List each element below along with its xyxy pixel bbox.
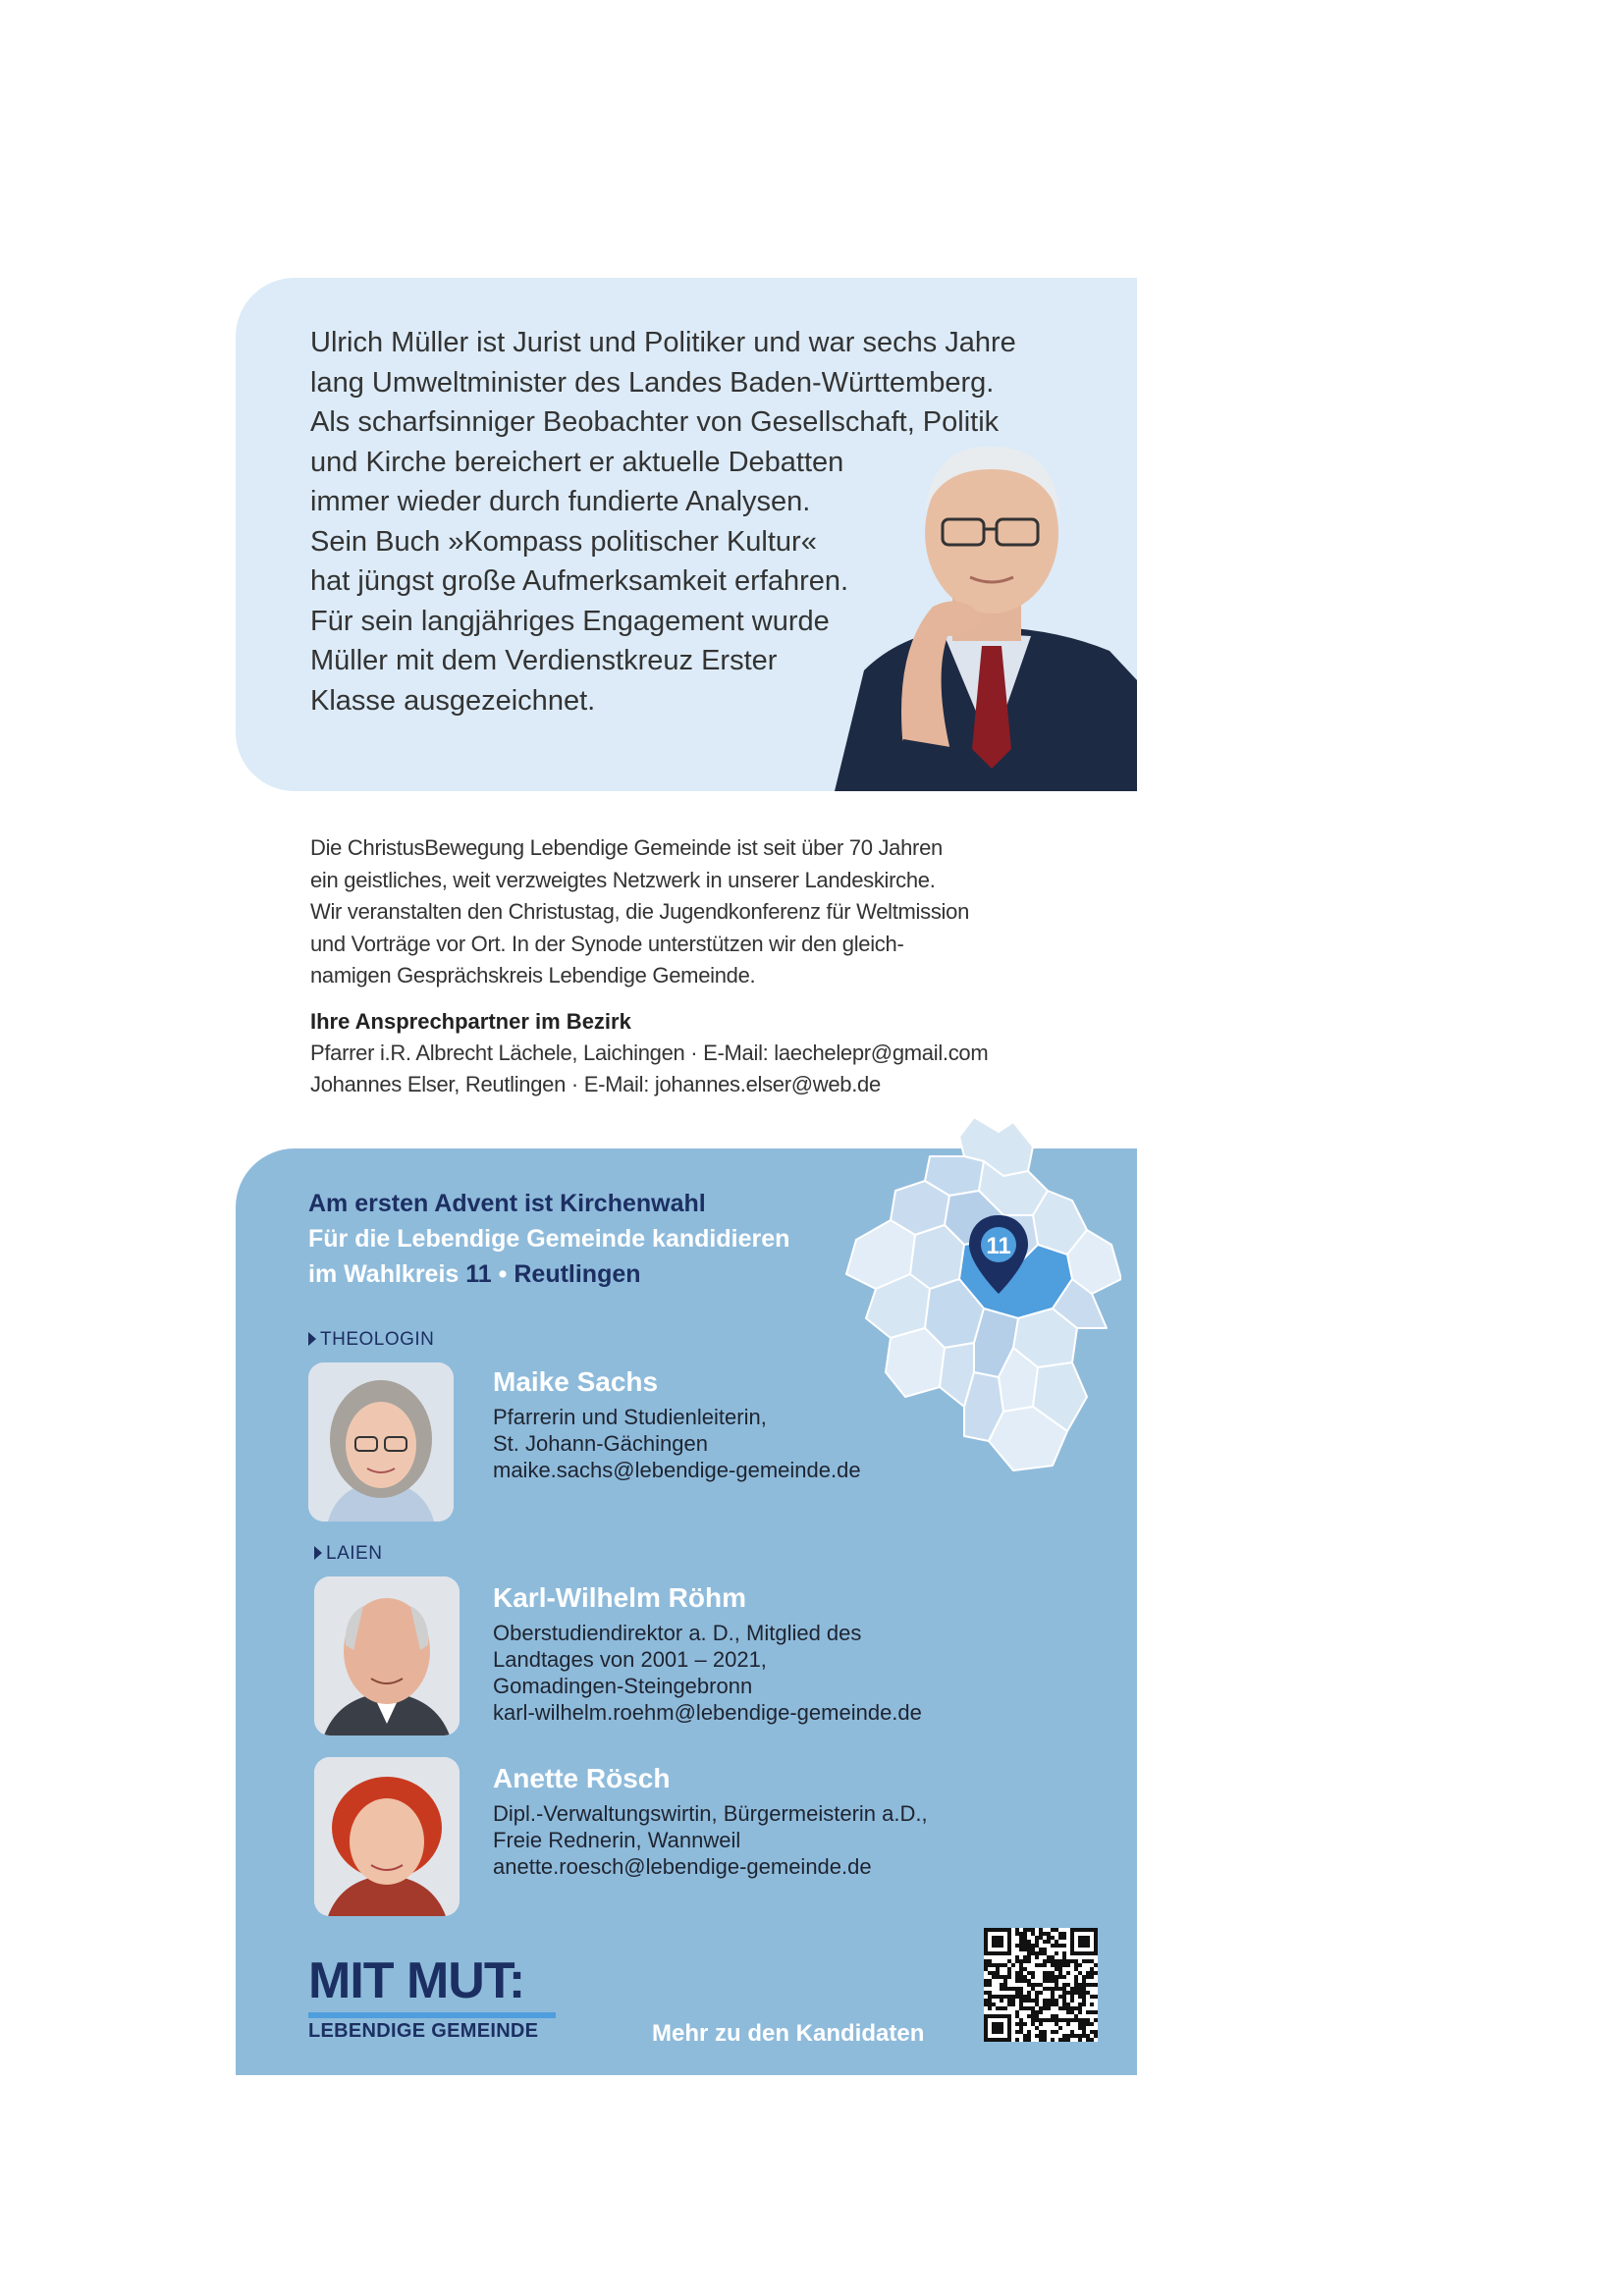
district-name: Reutlingen bbox=[514, 1260, 641, 1288]
bio-line: und Kirche bereichert er aktuelle Debatten bbox=[310, 446, 844, 478]
bio-line: Müller mit dem Verdienstkreuz Erster bbox=[310, 645, 778, 676]
bio-line: Klasse ausgezeichnet. bbox=[310, 684, 596, 717]
intro-text bbox=[310, 832, 1096, 992]
qr-code-icon[interactable] bbox=[984, 1928, 1098, 2042]
intro-line: Die ChristusBewegung Lebendige Gemeinde ist seit über 70 Jahren bbox=[310, 835, 943, 860]
intro-line: und Vorträge vor Ort. In der Synode unterstützen wir den gleich- bbox=[310, 931, 904, 956]
district-number: 11 bbox=[465, 1260, 492, 1288]
bio-line: immer wieder durch fundierte Analysen. bbox=[310, 486, 811, 517]
candidate-details: Pfarrerin und Studienleiterin, St. Johann-Gächingen maike.sachs@lebendige-gemeinde.de bbox=[493, 1405, 861, 1482]
bio-panel bbox=[236, 278, 1137, 791]
bio-line: Als scharfsinniger Beobachter von Gesellschaft, Politik bbox=[310, 406, 1000, 438]
bio-line: Sein Buch »Kompass politischer Kultur« bbox=[310, 525, 817, 558]
election-panel bbox=[236, 1148, 1137, 2075]
map-marker-label: 11 bbox=[986, 1233, 1011, 1259]
avatar-karl-wilhelm-roehm bbox=[314, 1576, 460, 1735]
candidate-name: Karl-Wilhelm Röhm bbox=[493, 1582, 746, 1613]
candidate-name: Anette Rösch bbox=[493, 1763, 671, 1793]
district-map-icon bbox=[837, 1117, 1121, 1480]
candidate-name: Maike Sachs bbox=[493, 1366, 659, 1397]
triangle-right-icon bbox=[314, 1546, 322, 1560]
avatar-maike-sachs bbox=[308, 1362, 454, 1522]
election-headline: Am ersten Advent ist Kirchenwahl bbox=[308, 1190, 706, 1217]
candidate-details: Dipl.-Verwaltungswirtin, Bürgermeisterin a.D., Freie Rednerin, Wannweil anette.roesch@lebendige-gemeinde.de bbox=[493, 1801, 928, 1879]
contact-line-elser: Johannes Elser, Reutlingen · E-Mail: johannes.elser@web.de bbox=[310, 1072, 881, 1096]
election-district bbox=[308, 1260, 641, 1289]
district-separator: • bbox=[498, 1260, 508, 1288]
logo-subtitle: LEBENDIGE GEMEINDE bbox=[308, 2020, 539, 2042]
bio-line: Ulrich Müller ist Jurist und Politiker und war sechs Jahre bbox=[310, 327, 1016, 358]
bio-line: Für sein langjähriges Engagement wurde bbox=[310, 605, 830, 637]
portrait-ulrich-mueller bbox=[825, 425, 1137, 791]
triangle-right-icon bbox=[308, 1332, 316, 1346]
bio-line: hat jüngst große Aufmerksamkeit erfahren. bbox=[310, 565, 849, 597]
bio-line: lang Umweltminister des Landes Baden-Württemberg. bbox=[310, 366, 995, 399]
contacts-heading: Ihre Ansprechpartner im Bezirk bbox=[310, 1009, 631, 1034]
intro-line: ein geistliches, weit verzweigtes Netzwerk in unserer Landeskirche. bbox=[310, 867, 936, 892]
more-candidates-link[interactable]: Mehr zu den Kandidaten bbox=[652, 2020, 925, 2047]
logo-underline bbox=[308, 2012, 556, 2018]
candidate-details: Oberstudiendirektor a. D., Mitglied des Landtages von 2001 – 2021, Gomadingen-Steingebronn karl-wilhelm.roehm@lebendige-gemeinde.de bbox=[493, 1621, 922, 1725]
district-prefix: im Wahlkreis bbox=[308, 1260, 460, 1288]
avatar-anette-roesch bbox=[314, 1757, 460, 1916]
election-subheadline: Für die Lebendige Gemeinde kandidieren bbox=[308, 1225, 790, 1253]
section-label-theologin: THEOLOGIN bbox=[308, 1329, 434, 1351]
logo-mit-mut: MIT MUT: bbox=[308, 1952, 525, 2009]
section-label-laien: LAIEN bbox=[314, 1543, 382, 1565]
intro-line: Wir veranstalten den Christustag, die Jugendkonferenz für Weltmission bbox=[310, 899, 970, 924]
intro-line: namigen Gesprächskreis Lebendige Gemeinde. bbox=[310, 963, 756, 988]
contact-line-laechele: Pfarrer i.R. Albrecht Lächele, Laichingen · E-Mail: laechelepr@gmail.com bbox=[310, 1041, 989, 1065]
